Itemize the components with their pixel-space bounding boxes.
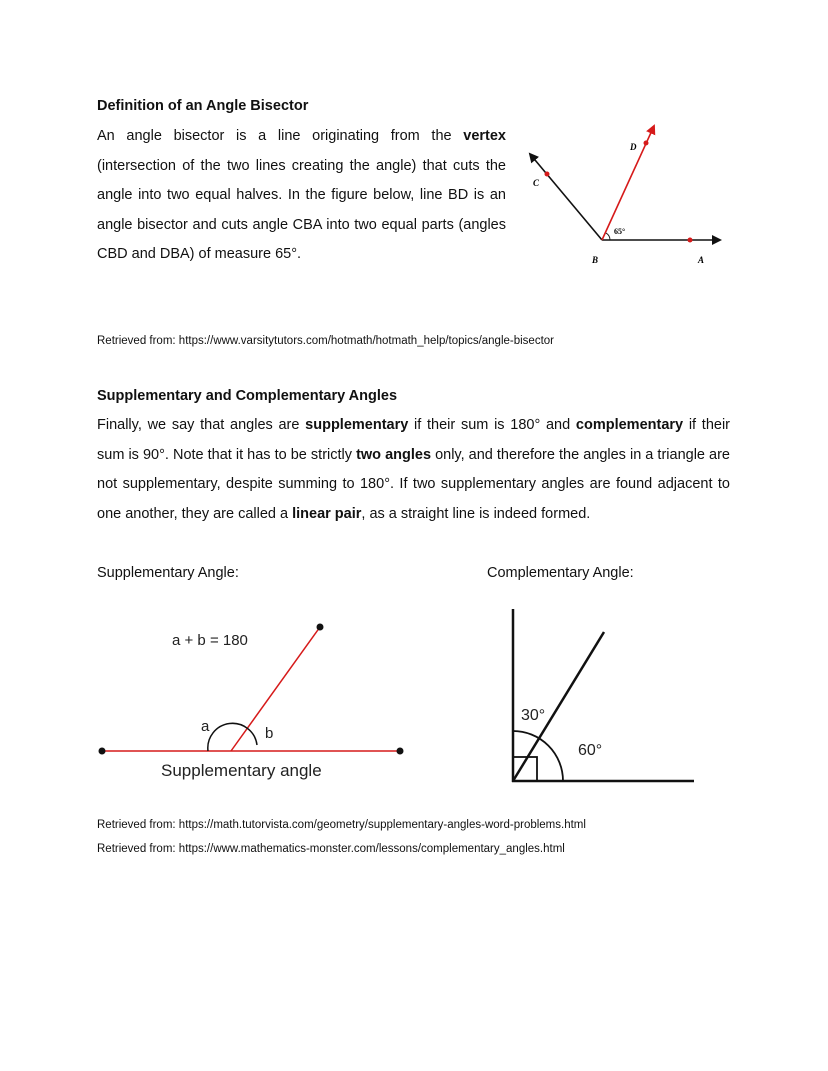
label-a-angle: a bbox=[201, 718, 210, 735]
vertex-term: vertex bbox=[463, 128, 506, 144]
label-supplementary-angle: Supplementary Angle: bbox=[97, 565, 239, 581]
reference-angle-bisector: Retrieved from: https://www.varsitytutors.com/hotmath/hotmath_help/topics/angle-bisector bbox=[97, 335, 555, 347]
point-c bbox=[545, 172, 550, 177]
complementary-angle-figure bbox=[500, 605, 700, 785]
label-complementary-angle: Complementary Angle: bbox=[487, 565, 634, 581]
linear-pair-term: linear pair bbox=[292, 505, 362, 522]
angle-arc bbox=[208, 723, 257, 751]
reference-complementary: Retrieved from: https://www.mathematics-monster.com/lessons/complementary_angles.html bbox=[97, 843, 565, 855]
supplementary-caption: Supplementary angle bbox=[161, 761, 322, 780]
angle-arc bbox=[606, 233, 610, 240]
two-angles-term: two angles bbox=[356, 446, 432, 463]
label-60-degrees: 60° bbox=[578, 742, 603, 759]
section-heading-angle-bisector: Definition of an Angle Bisector bbox=[97, 98, 309, 114]
supplementary-paragraph bbox=[97, 411, 730, 529]
paragraph-text: only, and therefore the angles in a triangle are not supplementary, despite summing to 180°. If two supplementary angles are found adjacent to one another, they are called a bbox=[97, 446, 730, 522]
point-d bbox=[644, 141, 649, 146]
equation-text: a + b = 180 bbox=[172, 632, 248, 649]
reference-supplementary: Retrieved from: https://math.tutorvista.com/geometry/supplementary-angles-word-problems.html bbox=[97, 819, 586, 831]
supplementary-angle-figure bbox=[90, 610, 410, 790]
endpoint-ray bbox=[317, 624, 324, 631]
complementary-term: complementary bbox=[575, 417, 684, 433]
section-heading-supplementary-complementary: Supplementary and Complementary Angles bbox=[97, 388, 398, 404]
endpoint-right bbox=[397, 748, 404, 755]
point-a bbox=[688, 238, 693, 243]
label-30-degrees: 30° bbox=[521, 707, 546, 724]
endpoint-left bbox=[99, 748, 106, 755]
label-c: C bbox=[533, 178, 540, 188]
label-b: B bbox=[592, 255, 599, 265]
label-angle-65: 65° bbox=[614, 227, 626, 236]
paragraph-text: , as a straight line is indeed formed. bbox=[361, 505, 591, 522]
supplementary-term: supplementary bbox=[305, 417, 409, 433]
label-d: D bbox=[630, 142, 637, 152]
paragraph-text: Finally, we say that angles are bbox=[97, 417, 306, 433]
label-b-angle: b bbox=[265, 725, 274, 742]
angle-bisector-paragraph bbox=[97, 122, 506, 270]
ray-bc bbox=[530, 154, 602, 240]
paragraph-text: if their sum is 90°. Note that it has to be strictly bbox=[97, 417, 730, 463]
label-a: A bbox=[698, 255, 705, 265]
paragraph-text: if their sum is 180° and bbox=[408, 417, 576, 433]
paragraph-text: An angle bisector is a line originating from the bbox=[97, 128, 464, 144]
paragraph-text: (intersection of the two lines creating the angle) that cuts the angle into two equal halves. In the figure below, line BD is an angle bisector and cuts angle CBA into two equal parts (angles CBD and DBA) of measure 65°. bbox=[97, 157, 506, 262]
angle-bisector-figure bbox=[520, 118, 730, 268]
angle-arc bbox=[513, 731, 563, 781]
